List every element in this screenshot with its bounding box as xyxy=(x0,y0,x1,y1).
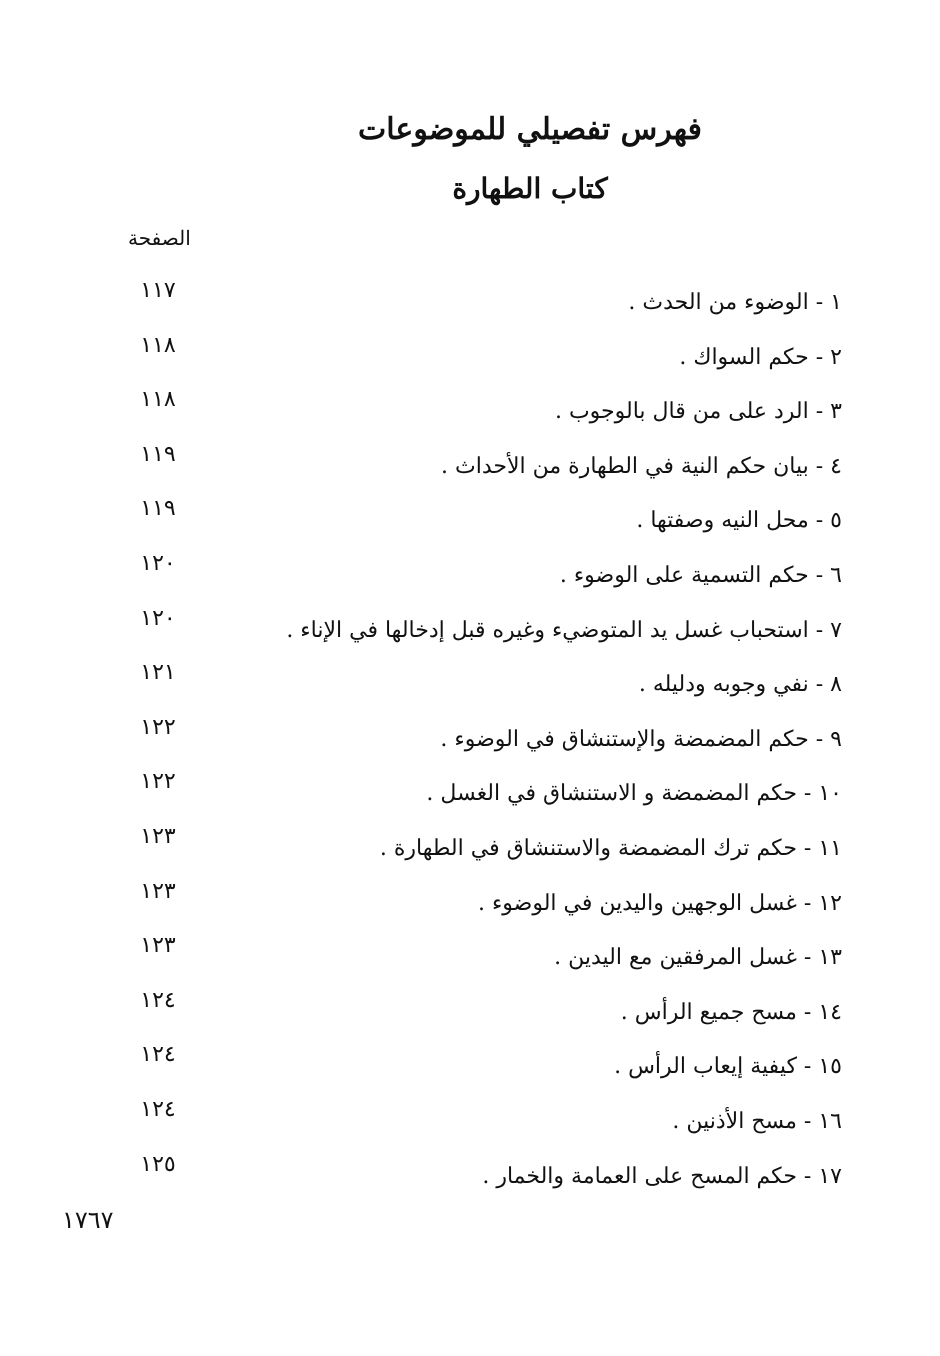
toc-entry-title: ٤ - بيان حكم النية في الطهارة من الأحداث . xyxy=(441,453,842,479)
toc-entry-title: ٦ - حكم التسمية على الوضوء . xyxy=(559,563,842,588)
toc-entry-page: ١٢٠ xyxy=(140,605,176,631)
toc-entry-title: ٩ - حكم المضمضة والإستنشاق في الوضوء . xyxy=(440,726,842,752)
toc-entry-title: ١٥ - كيفية إيعاب الرأس . xyxy=(614,1054,842,1080)
toc-entry-page: ١٢١ xyxy=(140,660,176,686)
toc-entry-page: ١٢٢ xyxy=(140,769,176,795)
toc-entry-title: ٥ - محل النيه وصفتها . xyxy=(636,508,842,534)
toc-entry-title: ١١ - حكم ترك المضمضة والاستنشاق في الطهارة . xyxy=(379,836,842,861)
toc-entry-title: ١ - الوضوء من الحدث . xyxy=(628,290,842,315)
toc-entry-title: ١٤ - مسح جميع الرأس . xyxy=(620,999,842,1025)
toc-entry-page: ١١٧ xyxy=(140,278,176,303)
toc-entry-page: ١١٩ xyxy=(140,441,176,467)
toc-entry-title: ٨ - نفي وجوبه ودليله . xyxy=(638,672,842,698)
toc-entry-page: ١٢٣ xyxy=(140,878,176,904)
toc-entry-title: ١٣ - غسل المرفقين مع اليدين . xyxy=(554,945,842,971)
toc-entry-page: ١٢٤ xyxy=(140,1097,176,1122)
page-column-header: الصفحة xyxy=(128,226,191,250)
toc-entry-title: ٧ - استحباب غسل يد المتوضيء وغيره قبل إدخالها في الإناء . xyxy=(286,617,842,643)
toc-entry-page: ١١٨ xyxy=(140,332,176,358)
toc-entry-page: ١١٨ xyxy=(140,387,176,413)
toc-entry-title: ١٠ - حكم المضمضة و الاستنشاق في الغسل . xyxy=(426,781,842,807)
toc-entry-title: ٣ - الرد على من قال بالوجوب . xyxy=(554,399,842,425)
toc-entry-title: ١٦ - مسح الأذنين . xyxy=(672,1109,842,1134)
toc-entry-page: ١٢٣ xyxy=(140,933,176,959)
toc-entry-page: ١٢٣ xyxy=(140,824,176,849)
section-title: كتاب الطهارة xyxy=(452,172,608,205)
page-title: فهرس تفصيلي للموضوعات xyxy=(358,112,702,147)
toc-entry-page: ١١٩ xyxy=(140,496,176,522)
toc-entry-page: ١٢٢ xyxy=(140,714,176,740)
page-number: ١٧٦٧ xyxy=(62,1206,114,1234)
toc-entry-title: ١٧ - حكم المسح على العمامة والخمار . xyxy=(482,1163,842,1189)
toc-entry-page: ١٢٤ xyxy=(140,987,176,1013)
toc-entry-page: ١٢٥ xyxy=(140,1151,176,1177)
toc-entry-title: ١٢ - غسل الوجهين واليدين في الوضوء . xyxy=(477,890,842,916)
toc-entry-title: ٢ - حكم السواك . xyxy=(679,344,842,370)
toc-entry-page: ١٢٤ xyxy=(140,1042,176,1068)
toc-entry-page: ١٢٠ xyxy=(140,551,176,576)
